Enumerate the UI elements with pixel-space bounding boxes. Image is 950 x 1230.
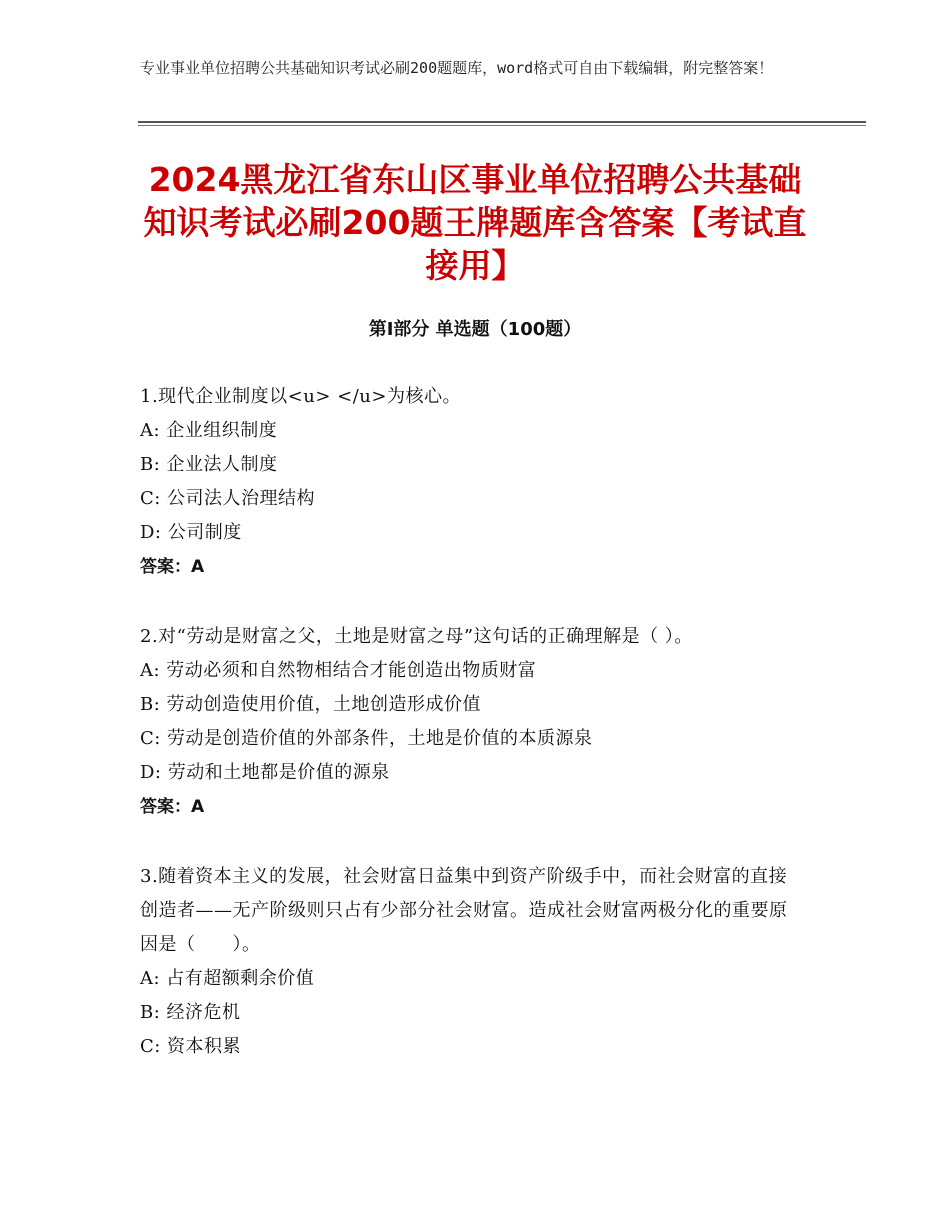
header-rule-thin bbox=[138, 125, 866, 126]
option-b: B: 劳动创造使用价值，土地创造形成价值 bbox=[140, 694, 482, 715]
option-a: A: 占有超额剩余价值 bbox=[140, 968, 315, 989]
question-stem: 2.对“劳动是财富之父，土地是财富之母”这句话的正确理解是（ ）。 bbox=[140, 626, 693, 647]
header-rule-thick bbox=[138, 121, 866, 123]
question-3 bbox=[140, 860, 800, 1064]
question-2 bbox=[140, 620, 800, 824]
option-c: C: 劳动是创造价值的外部条件，土地是价值的本质源泉 bbox=[140, 728, 593, 749]
option-d: D: 劳动和土地都是价值的源泉 bbox=[140, 762, 390, 783]
option-c: C: 资本积累 bbox=[140, 1036, 242, 1057]
option-b: B: 企业法人制度 bbox=[140, 454, 278, 475]
answer: 答案：A bbox=[140, 797, 205, 817]
section-heading: 第Ⅰ部分 单选题（100题） bbox=[368, 319, 582, 340]
question-stem: 1.现代企业制度以<u> </u>为核心。 bbox=[140, 386, 461, 407]
document-title: 2024黑龙江省东山区事业单位招聘公共基础知识考试必刷200题王牌题库含答案【考试直接用】 bbox=[143, 160, 807, 285]
option-a: A: 劳动必须和自然物相结合才能创造出物质财富 bbox=[140, 660, 537, 681]
question-stem: 3.随着资本主义的发展，社会财富日益集中到资产阶级手中，而社会财富的直接创造者——无产阶级则只占有少部分社会财富。造成社会财富两极分化的重要原因是（ ）。 bbox=[140, 866, 788, 955]
option-a: A: 企业组织制度 bbox=[140, 420, 278, 441]
question-list bbox=[140, 380, 800, 1100]
option-c: C: 公司法人治理结构 bbox=[140, 488, 316, 509]
answer: 答案：A bbox=[140, 557, 205, 577]
header-note: 专业事业单位招聘公共基础知识考试必刷200题题库，word格式可自由下载编辑，附完整答案！ bbox=[140, 59, 774, 77]
question-1 bbox=[140, 380, 800, 584]
option-d: D: 公司制度 bbox=[140, 522, 242, 543]
option-b: B: 经济危机 bbox=[140, 1002, 241, 1023]
